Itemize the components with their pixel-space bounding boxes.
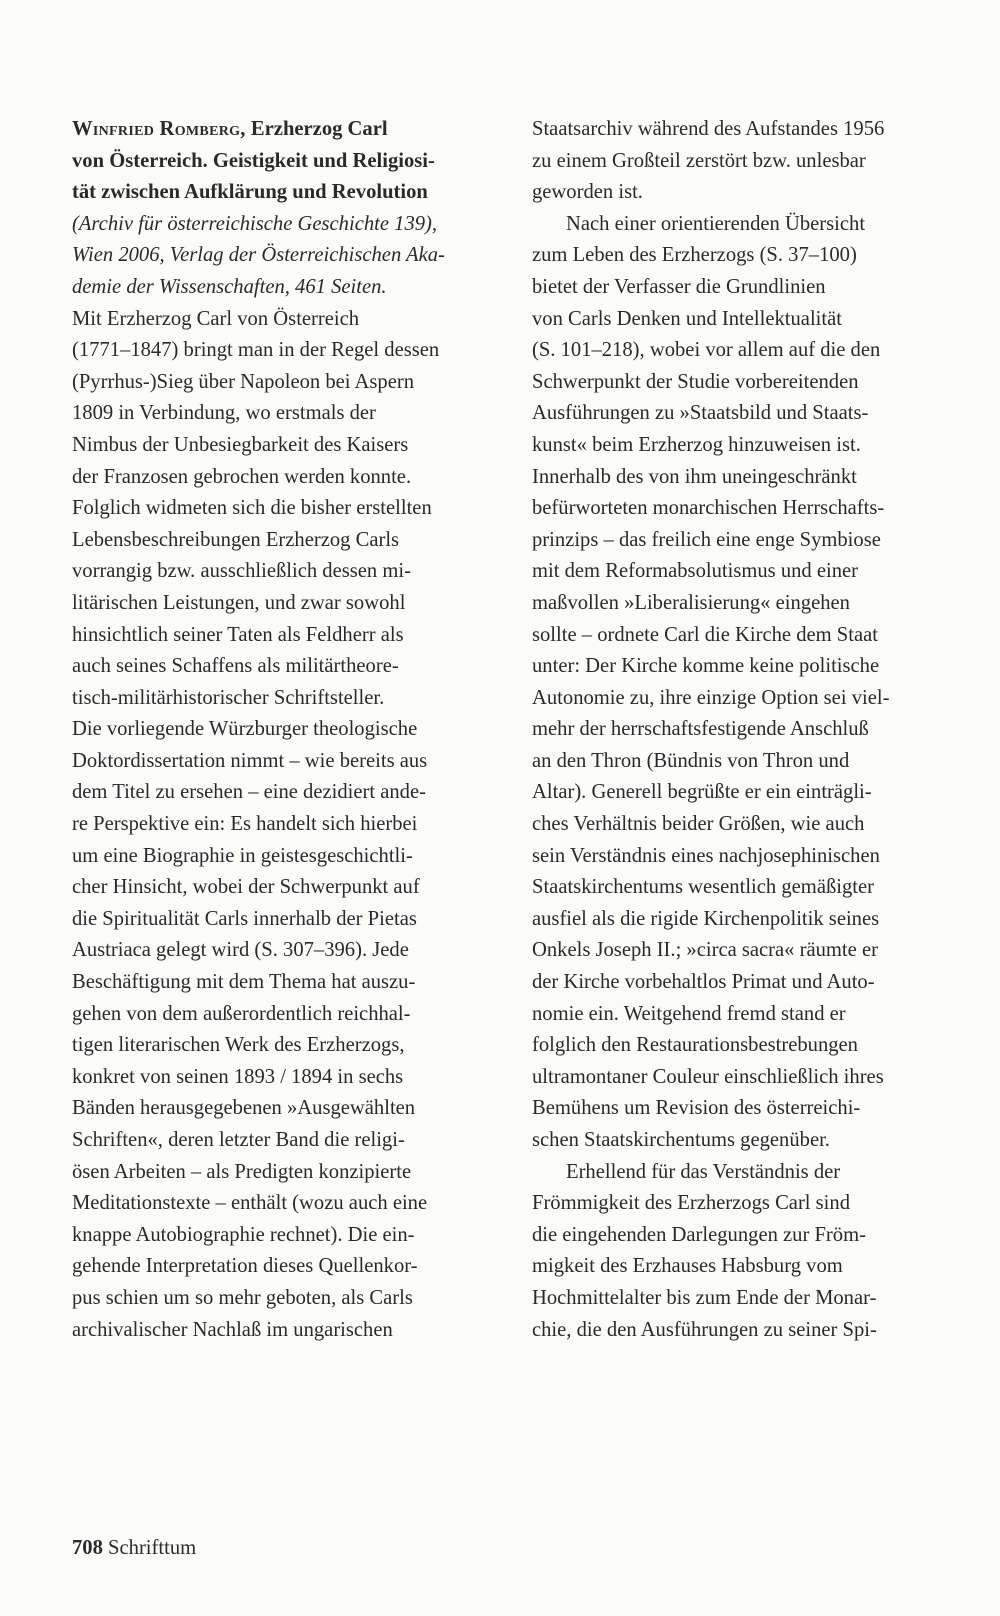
text-line: 1809 in Verbindung, wo erstmals der: [72, 402, 376, 425]
text-line: die eingehenden Darlegungen zur Fröm-: [532, 1223, 866, 1246]
text-line: zu einem Großteil zerstört bzw. unlesbar: [532, 149, 866, 172]
text-line: Bemühens um Revision des österreichi-: [532, 1097, 861, 1120]
text-line: gehen von dem außerordentlich reichhal-: [72, 1002, 411, 1025]
text-line: kunst« beim Erzherzog hinzuweisen ist.: [532, 433, 861, 456]
text-line: (S. 101–218), wobei vor allem auf die den: [532, 339, 881, 362]
text-line: Beschäftigung mit dem Thema hat auszu-: [72, 971, 416, 994]
right-column-body: [532, 114, 944, 1346]
text-line: Schwerpunkt der Studie vorbereitenden: [532, 370, 859, 393]
text-line: nomie ein. Weitgehend fremd stand er: [532, 1002, 846, 1025]
text-line: archivalischer Nachlaß im ungarischen: [72, 1318, 393, 1341]
text-line: geworden ist.: [532, 181, 643, 204]
text-line: Staatsarchiv während des Aufstandes 1956: [532, 118, 885, 140]
text-line: migkeit des Erzhauses Habsburg vom: [532, 1255, 843, 1278]
text-line: Onkels Joseph II.; »circa sacra« räumte er: [532, 939, 878, 962]
left-column: [72, 114, 492, 1346]
text-line: der Franzosen gebrochen werden konnte.: [72, 465, 412, 488]
text-line: gehende Interpretation dieses Quellenkor-: [72, 1255, 418, 1278]
review-citation-line: (Archiv für österreichische Geschichte 139),: [72, 212, 438, 235]
review-title-line: von Österreich. Geistigkeit und Religiosi-: [72, 149, 435, 172]
text-line: ösen Arbeiten – als Predigten konzipierte: [72, 1160, 412, 1183]
page-footer: [72, 1535, 196, 1561]
text-line: Schriften«, deren letzter Band die religi-: [72, 1129, 405, 1151]
text-line: Hochmittelalter bis zum Ende der Monar-: [532, 1286, 877, 1309]
review-title-line: tät zwischen Aufklärung und Revolution: [72, 181, 428, 204]
text-line: maßvollen »Liberalisierung« eingehen: [532, 591, 850, 614]
review-citation-line: Wien 2006, Verlag der Österreichischen Aka-: [72, 244, 445, 267]
text-line: von Carls Denken und Intellektualität: [532, 307, 842, 330]
text-line: Meditationstexte – enthält (wozu auch eine: [72, 1192, 428, 1215]
review-author: Winfried Romberg,: [72, 118, 246, 140]
text-line: an den Thron (Bündnis von Thron und: [532, 749, 850, 772]
text-line: hinsichtlich seiner Taten als Feldherr als: [72, 623, 404, 646]
text-line: Staatskirchentums wesentlich gemäßigter: [532, 876, 874, 899]
text-line: unter: Der Kirche komme keine politische: [532, 655, 880, 678]
text-line: mehr der herrschaftsfestigende Anschluß: [532, 718, 869, 741]
text-line: folglich den Restaurationsbestrebungen: [532, 1034, 858, 1057]
text-line: mit dem Reformabsolutismus und einer: [532, 560, 859, 583]
text-line: Die vorliegende Würzburger theologische: [72, 718, 418, 741]
text-line: Doktordissertation nimmt – wie bereits aus: [72, 749, 428, 772]
review-heading-line-1: [72, 114, 492, 146]
text-line: zum Leben des Erzherzogs (S. 37–100): [532, 244, 857, 267]
text-line: (Pyrrhus-)Sieg über Napoleon bei Aspern: [72, 370, 415, 393]
text-line: Nach einer orientierenden Übersicht: [566, 212, 866, 235]
text-line: tigen literarischen Werk des Erzherzogs,: [72, 1034, 405, 1057]
text-line: Erhellend für das Verständnis der: [566, 1160, 841, 1183]
text-line: sollte – ordnete Carl die Kirche dem Staat: [532, 623, 878, 646]
text-line: pus schien um so mehr geboten, als Carls: [72, 1286, 413, 1309]
text-line: Austriaca gelegt wird (S. 307–396). Jede: [72, 939, 409, 962]
running-footer-section: Schrifttum: [108, 1537, 197, 1559]
text-line: Lebensbeschreibungen Erzherzog Carls: [72, 528, 400, 551]
text-line: litärischen Leistungen, und zwar sowohl: [72, 591, 406, 614]
text-line: sein Verständnis eines nachjosephinischen: [532, 844, 880, 867]
text-line: befürworteten monarchischen Herrschafts-: [532, 497, 885, 520]
text-line: (1771–1847) bringt man in der Regel dessen: [72, 339, 440, 362]
text-line: bietet der Verfasser die Grundlinien: [532, 275, 826, 298]
text-line: Folglich widmeten sich die bisher erstellten: [72, 497, 432, 520]
left-column-body: [72, 304, 492, 1347]
text-line: Frömmigkeit des Erzherzogs Carl sind: [532, 1192, 850, 1215]
text-line: tisch-militärhistorischer Schriftsteller.: [72, 686, 385, 709]
text-line: ultramontaner Couleur einschließlich ihres: [532, 1065, 884, 1088]
review-citation-line: demie der Wissenschaften, 461 Seiten.: [72, 275, 387, 298]
text-line: cher Hinsicht, wobei der Schwerpunkt auf: [72, 876, 420, 899]
text-line: um eine Biographie in geistesgeschichtli-: [72, 844, 413, 867]
text-line: Nimbus der Unbesiegbarkeit des Kaisers: [72, 433, 409, 456]
text-line: der Kirche vorbehaltlos Primat und Auto-: [532, 971, 875, 994]
text-line: Bänden herausgegebenen »Ausgewählten: [72, 1097, 416, 1120]
text-line: prinzips – das freilich eine enge Symbiose: [532, 528, 881, 551]
text-line: Mit Erzherzog Carl von Österreich: [72, 307, 360, 330]
text-line: knappe Autobiographie rechnet). Die ein-: [72, 1223, 415, 1246]
text-line: chie, die den Ausführungen zu seiner Spi-: [532, 1318, 877, 1341]
text-line: die Spiritualität Carls innerhalb der Pietas: [72, 907, 417, 930]
text-line: konkret von seinen 1893 / 1894 in sechs: [72, 1065, 404, 1088]
text-line: dem Titel zu ersehen – eine dezidiert ande-: [72, 781, 426, 804]
text-line: ches Verhältnis beider Größen, wie auch: [532, 813, 865, 836]
review-title-line: Erzherzog Carl: [250, 118, 388, 140]
text-line: vorrangig bzw. ausschließlich dessen mi-: [72, 560, 411, 583]
page-number: 708: [72, 1537, 103, 1559]
text-line: Altar). Generell begrüßte er ein einträgli-: [532, 781, 872, 804]
text-line: re Perspektive ein: Es handelt sich hierbei: [72, 813, 418, 836]
text-line: Innerhalb des von ihm uneingeschränkt: [532, 465, 857, 488]
right-column: [532, 114, 944, 1346]
text-line: Ausführungen zu »Staatsbild und Staats-: [532, 402, 869, 425]
text-line: ausfiel als die rigide Kirchenpolitik seines: [532, 907, 880, 930]
text-line: auch seines Schaffens als militärtheore-: [72, 655, 399, 678]
text-line: Autonomie zu, ihre einzige Option sei viel-: [532, 686, 890, 709]
text-line: schen Staatskirchentums gegenüber.: [532, 1129, 830, 1151]
